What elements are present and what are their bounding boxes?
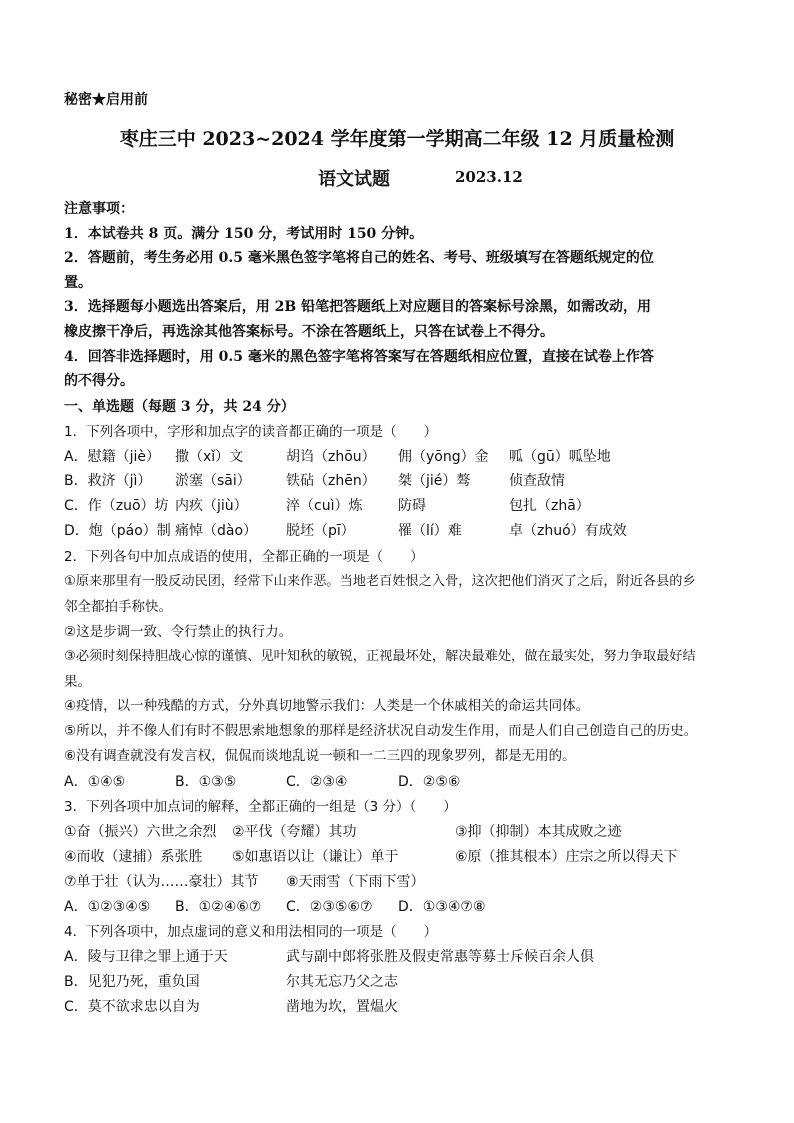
q2-sentence-2: ②这是步调一致、令行禁止的执行力。 <box>64 624 293 640</box>
note-4: 4．回答非选择题时，用 0.5 毫米的黑色签字笔将答案写在答题纸相应位置，直接在试卷上作答 <box>64 349 654 365</box>
note-1: 1．本试卷共 8 页。满分 150 分，考试用时 150 分钟。 <box>64 226 424 242</box>
secret-label: 秘密★启用前 <box>64 92 148 108</box>
q2-sentence-3-cont: 果。 <box>64 674 91 690</box>
q2-sentence-4: ④疫情，以一种残酷的方式，分外真切地警示我们：人类是一个休戚相关的命运共同体。 <box>64 698 590 714</box>
q3-item-1: ①奋（振兴）六世之余烈 <box>64 824 217 840</box>
q3-item-7: ⑦单于壮（认为……豪壮）其节 <box>64 874 259 890</box>
q2-sentence-5: ⑤所以，并不像人们有时不假思索地想象的那样是经济状况自动发生作用，而是人们自己创造自己的历史。 <box>64 723 698 739</box>
q1-d-3: 脱坯（pī） <box>286 523 355 539</box>
q3-item-4: ④而收（逮捕）系张胜 <box>64 849 203 865</box>
q1-b-4: 桀（jié）骜 <box>398 473 471 489</box>
q3-option-d: D．①③④⑦⑧ <box>398 899 486 915</box>
q1-a-2: 撒（xǐ）文 <box>175 449 244 465</box>
section-heading: 一、单选题（每题 3 分，共 24 分） <box>64 399 295 415</box>
q3-item-8: ⑧天雨雪（下雨下雪） <box>286 874 425 890</box>
q2-sentence-3: ③必须时刻保持胆战心惊的谨慎、见叶知秋的敏锐，正视最坏处，解决最难处，做在最实处，努力争取最好结 <box>64 649 696 664</box>
notes-heading: 注意事项： <box>64 201 134 217</box>
q3-item-6: ⑥原（推其根本）庄宗之所以得天下 <box>455 849 678 865</box>
q1-d-4: 罹（lí）难 <box>398 523 462 539</box>
q4-c-left: C．莫不欲求忠以自为 <box>64 999 200 1015</box>
q2-stem: 2．下列各句中加点成语的使用，全都正确的一项是（ ） <box>64 549 424 565</box>
q1-b-3: 铁砧（zhēn） <box>286 473 376 489</box>
note-2-cont: 置。 <box>64 275 92 291</box>
q3-option-c: C．②③⑤⑥⑦ <box>286 899 373 915</box>
subject-title: 语文试题 <box>318 169 390 190</box>
q1-d-2: 痛悼（dào） <box>175 523 258 539</box>
q1-d-1: D．炮（páo）制 <box>64 523 171 539</box>
q3-stem: 3．下列各项中加点词的解释，全都正确的一组是（3 分）（ ） <box>64 799 457 815</box>
q1-c-2: 内疚（jiù） <box>175 498 248 514</box>
q1-c-1: C．作（zuō）坊 <box>64 498 169 514</box>
q1-a-1: A．慰籍（jiè） <box>64 449 160 465</box>
q1-a-3: 胡诌（zhōu） <box>286 449 376 465</box>
q4-a-right: 武与副中郎将张胜及假吏常惠等募士斥候百余人俱 <box>286 949 594 965</box>
q1-d-5: 卓（zhuó）有成效 <box>509 523 627 539</box>
q1-c-5: 包扎（zhā） <box>509 498 590 514</box>
q1-b-5: 侦查敌情 <box>509 473 565 489</box>
note-2: 2．答题前，考生务必用 0.5 毫米黑色签字笔将自己的姓名、考号、班级填写在答题纸规定的位 <box>64 250 654 266</box>
q2-option-d: D．②⑤⑥ <box>398 774 461 790</box>
q2-sentence-1: ①原来那里有一股反动民团，经常下山来作恶。当地老百姓恨之入骨，这次把他们消灭了之后，附近各县的乡 <box>64 574 696 589</box>
note-3: 3．选择题每小题选出答案后，用 2B 铅笔把答题纸上对应题目的答案标号涂黑，如需改动，用 <box>64 299 652 315</box>
q4-c-right: 凿地为坎，置煴火 <box>286 999 398 1015</box>
q3-option-a: A．①②③④⑤ <box>64 899 151 915</box>
exam-title: 枣庄三中 2023~2024 学年度第一学期高二年级 12 月质量检测 <box>119 128 675 150</box>
note-3-cont: 橡皮擦干净后，再选涂其他答案标号。不涂在答题纸上，只答在试卷上不得分。 <box>64 324 554 340</box>
q2-sentence-6: ⑥没有调查就没有发言权，侃侃而谈地乱说一顿和一二三四的现象罗列，都是无用的。 <box>64 748 576 764</box>
q2-option-a: A．①④⑤ <box>64 774 126 790</box>
q2-option-b: B．①③⑤ <box>175 774 237 790</box>
q2-option-c: C．②③④ <box>286 774 348 790</box>
q3-item-5: ⑤如惠语以让（谦让）单于 <box>232 849 399 865</box>
exam-date: 2023.12 <box>455 168 523 186</box>
q3-item-3: ③抑（抑制）本其成败之迹 <box>455 824 622 840</box>
q3-option-b: B．①②④⑥⑦ <box>175 899 262 915</box>
q1-c-4: 防碍 <box>398 498 426 514</box>
q1-stem: 1．下列各项中，字形和加点字的读音都正确的一项是（ ） <box>64 424 438 440</box>
q4-b-right: 尔其无忘乃父之志 <box>286 974 398 990</box>
q1-b-2: 淤塞（sāi） <box>175 473 251 489</box>
note-4-cont: 的不得分。 <box>64 373 134 389</box>
q3-item-2: ②平伐（夸耀）其功 <box>232 824 357 840</box>
q4-a-left: A．陵与卫律之罪上通于天 <box>64 949 228 965</box>
q1-a-5: 呱（gū）呱坠地 <box>509 449 611 465</box>
q2-sentence-1-cont: 邻全都拍手称快。 <box>64 599 172 615</box>
q4-b-left: B．见犯乃死，重负国 <box>64 974 200 990</box>
q1-b-1: B．救济（jì） <box>64 473 152 489</box>
q1-a-4: 佣（yōng）金 <box>398 449 489 465</box>
q4-stem: 4．下列各项中，加点虚词的意义和用法相同的一项是（ ） <box>64 924 438 940</box>
q1-c-3: 淬（cuì）炼 <box>286 498 363 514</box>
